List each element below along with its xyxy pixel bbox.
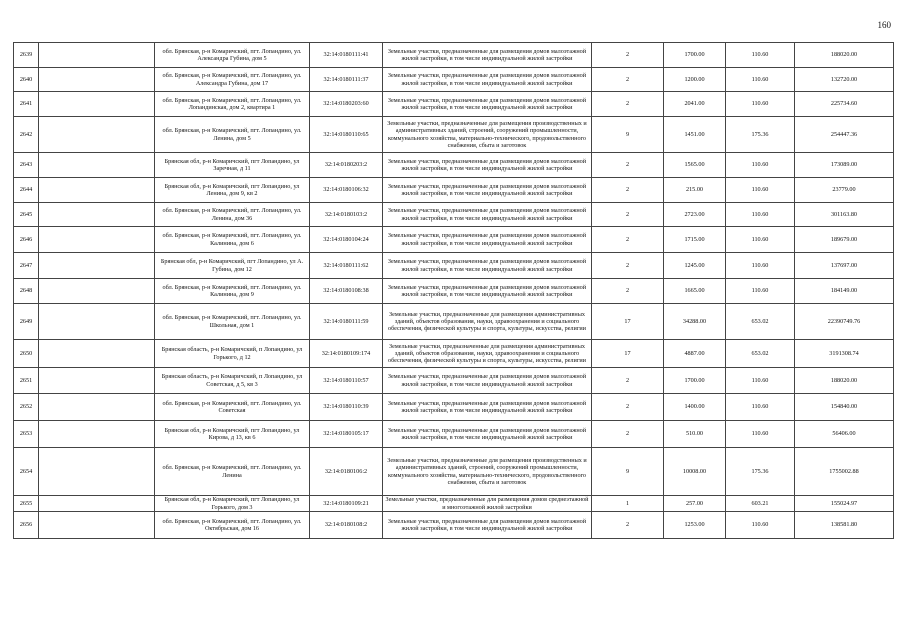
cell-cadastral: 32:14:0180111:59 [310, 304, 383, 340]
cell-cadastral: 32:14:0180110:39 [310, 394, 383, 421]
cell-address: Брянская обл, р-н Комаричский, пгт Лопандино, ул Заречная, д 11 [155, 153, 310, 178]
cell-address: обл. Брянская, р-н Комаричский, пгт. Лопандино, ул. Октябрьская, дом 16 [155, 512, 310, 539]
cell-address: обл. Брянская, р-н Комаричский, пгт. Лопандино, ул. Школьная, дом 1 [155, 304, 310, 340]
cell-cadastral: 32:14:0180111:62 [310, 253, 383, 279]
cell-num: 2640 [14, 68, 39, 92]
cell-use: Земельные участки, предназначенные для размещения домов малоэтажной жилой застройки, в том числе индивидуальной жилой застройки [383, 68, 592, 92]
cell-specific: 175.36 [726, 448, 795, 496]
cell-group: 2 [592, 68, 664, 92]
cell-value: 56406.00 [795, 421, 894, 448]
cell-group: 9 [592, 448, 664, 496]
cell-use: Земельные участки, предназначенные для размещения домов малоэтажной жилой застройки, в том числе индивидуальной жилой застройки [383, 279, 592, 304]
cell-group: 2 [592, 92, 664, 117]
cell-address: обл. Брянская, р-н Комаричский, пгт. Лопандино, ул. Ленина, дом 36 [155, 203, 310, 227]
cell-use: Земельные участки, предназначенные для размещения домов малоэтажной жилой застройки, в том числе индивидуальной жилой застройки [383, 227, 592, 253]
cell-group: 17 [592, 304, 664, 340]
cadastral-value-table [13, 42, 894, 539]
cell-address: обл. Брянская, р-н Комаричский, пгт. Лопандино, ул. Советская [155, 394, 310, 421]
cell-area: 1700.00 [664, 368, 726, 394]
cell-num: 2655 [14, 496, 39, 512]
cell-use: Земельные участки, предназначенные для размещения домов среднеэтажной и многоэтажной жилой застройки [383, 496, 592, 512]
cell-address: Брянская область, р-н Комаричский, п Лопандино, ул Горького, д 12 [155, 340, 310, 368]
blank-cell [39, 68, 155, 92]
cell-address: Брянская область, р-н Комаричский, п Лопандино, ул Советская, д 5, кв 3 [155, 368, 310, 394]
cell-value: 132720.00 [795, 68, 894, 92]
cell-cadastral: 32:14:0180110:57 [310, 368, 383, 394]
blank-cell [39, 227, 155, 253]
cell-address: Брянская обл, р-н Комаричский, пгт Лопандино, ул Ленина, дом 9, кв 2 [155, 178, 310, 203]
cell-value: 1755002.88 [795, 448, 894, 496]
table-row [14, 340, 894, 368]
cell-area: 1200.00 [664, 68, 726, 92]
cell-specific: 110.60 [726, 227, 795, 253]
cell-group: 2 [592, 394, 664, 421]
blank-cell [39, 496, 155, 512]
cell-specific: 110.60 [726, 512, 795, 539]
table-row [14, 178, 894, 203]
cell-group: 2 [592, 153, 664, 178]
cell-cadastral: 32:14:0180104:24 [310, 227, 383, 253]
cell-value: 23779.00 [795, 178, 894, 203]
cell-area: 1253.00 [664, 512, 726, 539]
table-row [14, 496, 894, 512]
cell-num: 2649 [14, 304, 39, 340]
cell-area: 257.00 [664, 496, 726, 512]
cell-use: Земельные участки, предназначенные для размещения производственных и административных зданий, строений, сооружений промышленности, коммунального хозяйства, материально-технического, продовольственного снабжения, сбыта и заготовок [383, 448, 592, 496]
cell-address: обл. Брянская, р-н Комаричский, пгт. Лопандино, ул. Александра Губина, дом 17 [155, 68, 310, 92]
table-row [14, 68, 894, 92]
blank-cell [39, 253, 155, 279]
cell-area: 1665.00 [664, 279, 726, 304]
blank-cell [39, 421, 155, 448]
cell-value: 137697.00 [795, 253, 894, 279]
cell-use: Земельные участки, предназначенные для размещения производственных и административных зданий, строений, сооружений промышленности, коммунального хозяйства, материально-технического, продовольственного снабжения, сбыта и заготовок [383, 117, 592, 153]
cell-area: 1245.00 [664, 253, 726, 279]
cell-address: Брянская обл, р-н Комаричский, пгт Лопандино, ул А. Губина, дом 12 [155, 253, 310, 279]
cell-group: 2 [592, 512, 664, 539]
table-row [14, 117, 894, 153]
cell-area: 10008.00 [664, 448, 726, 496]
cell-cadastral: 32:14:0180203:2 [310, 153, 383, 178]
cell-cadastral: 32:14:0180106:32 [310, 178, 383, 203]
blank-cell [39, 203, 155, 227]
cell-area: 215.00 [664, 178, 726, 203]
cell-value: 301163.80 [795, 203, 894, 227]
blank-cell [39, 178, 155, 203]
cell-group: 2 [592, 43, 664, 68]
cell-num: 2654 [14, 448, 39, 496]
cell-num: 2656 [14, 512, 39, 539]
cell-use: Земельные участки, предназначенные для размещения домов малоэтажной жилой застройки, в том числе индивидуальной жилой застройки [383, 421, 592, 448]
cell-area: 4887.00 [664, 340, 726, 368]
cell-num: 2644 [14, 178, 39, 203]
blank-cell [39, 43, 155, 68]
cell-value: 173089.00 [795, 153, 894, 178]
table-row [14, 421, 894, 448]
cell-group: 2 [592, 421, 664, 448]
cell-num: 2652 [14, 394, 39, 421]
cell-area: 1400.00 [664, 394, 726, 421]
cell-specific: 110.60 [726, 421, 795, 448]
cell-num: 2643 [14, 153, 39, 178]
cell-specific: 110.60 [726, 153, 795, 178]
cell-use: Земельные участки, предназначенные для размещения домов малоэтажной жилой застройки, в том числе индивидуальной жилой застройки [383, 153, 592, 178]
cell-group: 2 [592, 368, 664, 394]
cell-num: 2641 [14, 92, 39, 117]
cell-value: 254447.36 [795, 117, 894, 153]
cell-use: Земельные участки, предназначенные для размещения домов малоэтажной жилой застройки, в том числе индивидуальной жилой застройки [383, 178, 592, 203]
cell-value: 189679.00 [795, 227, 894, 253]
blank-cell [39, 304, 155, 340]
cell-num: 2648 [14, 279, 39, 304]
cell-address: обл. Брянская, р-н Комаричский, пгт. Лопандино, ул. Лопандинская, дом 2, квартира 1 [155, 92, 310, 117]
cell-num: 2646 [14, 227, 39, 253]
cell-use: Земельные участки, предназначенные для размещения домов малоэтажной жилой застройки, в том числе индивидуальной жилой застройки [383, 368, 592, 394]
cell-num: 2651 [14, 368, 39, 394]
cell-use: Земельные участки, предназначенные для размещения домов малоэтажной жилой застройки, в том числе индивидуальной жилой застройки [383, 253, 592, 279]
cell-address: обл. Брянская, р-н Комаричский, пгт. Лопандино, ул. Ленина [155, 448, 310, 496]
table-row [14, 368, 894, 394]
table-row [14, 279, 894, 304]
cell-value: 184149.00 [795, 279, 894, 304]
table-row [14, 448, 894, 496]
cell-num: 2639 [14, 43, 39, 68]
cell-value: 155024.97 [795, 496, 894, 512]
blank-cell [39, 368, 155, 394]
cell-num: 2645 [14, 203, 39, 227]
cell-address: обл. Брянская, р-н Комаричский, пгт. Лопандино, ул. Ленина, дом 5 [155, 117, 310, 153]
cell-use: Земельные участки, предназначенные для размещения административных зданий, объектов образования, науки, здравоохранения и социального обеспечения, физической культуры и спорта, культуры, искусства, религии [383, 340, 592, 368]
cell-specific: 110.60 [726, 394, 795, 421]
blank-cell [39, 279, 155, 304]
table-row [14, 43, 894, 68]
cell-specific: 110.60 [726, 68, 795, 92]
blank-cell [39, 117, 155, 153]
cell-group: 2 [592, 253, 664, 279]
table-row [14, 253, 894, 279]
cell-value: 188020.00 [795, 43, 894, 68]
cell-area: 34288.00 [664, 304, 726, 340]
cell-cadastral: 32:14:0180108:38 [310, 279, 383, 304]
cell-address: Брянская обл, р-н Комаричский, пгт Лопандино, ул Горького, дом 3 [155, 496, 310, 512]
cell-address: обл. Брянская, р-н Комаричский, пгт. Лопандино, ул. Калинина, дом 9 [155, 279, 310, 304]
cell-cadastral: 32:14:0180111:41 [310, 43, 383, 68]
cell-group: 9 [592, 117, 664, 153]
table-row [14, 512, 894, 539]
cell-cadastral: 32:14:0180106:2 [310, 448, 383, 496]
cell-cadastral: 32:14:0180111:37 [310, 68, 383, 92]
cell-cadastral: 32:14:0180105:17 [310, 421, 383, 448]
cell-specific: 110.60 [726, 368, 795, 394]
cell-value: 22390749.76 [795, 304, 894, 340]
cell-address: обл. Брянская, р-н Комаричский, пгт. Лопандино, ул. Александра Губина, дом 5 [155, 43, 310, 68]
cell-address: Брянская обл, р-н Комаричский, пгт Лопандино, ул Кирова, д 13, кв 6 [155, 421, 310, 448]
cell-cadastral: 32:14:0180109:174 [310, 340, 383, 368]
blank-cell [39, 512, 155, 539]
cell-group: 2 [592, 178, 664, 203]
blank-cell [39, 153, 155, 178]
table-row [14, 227, 894, 253]
blank-cell [39, 448, 155, 496]
cell-use: Земельные участки, предназначенные для размещения административных зданий, объектов образования, науки, здравоохранения и социального обеспечения, физической культуры и спорта, культуры, искусства, религии [383, 304, 592, 340]
cell-value: 225734.60 [795, 92, 894, 117]
cell-num: 2642 [14, 117, 39, 153]
cell-use: Земельные участки, предназначенные для размещения домов малоэтажной жилой застройки, в том числе индивидуальной жилой застройки [383, 394, 592, 421]
cell-specific: 653.02 [726, 340, 795, 368]
cell-group: 17 [592, 340, 664, 368]
cell-area: 2723.00 [664, 203, 726, 227]
cell-use: Земельные участки, предназначенные для размещения домов малоэтажной жилой застройки, в том числе индивидуальной жилой застройки [383, 512, 592, 539]
cell-area: 510.00 [664, 421, 726, 448]
cell-use: Земельные участки, предназначенные для размещения домов малоэтажной жилой застройки, в том числе индивидуальной жилой застройки [383, 43, 592, 68]
table-row [14, 153, 894, 178]
cell-area: 1451.00 [664, 117, 726, 153]
table-row [14, 92, 894, 117]
cell-cadastral: 32:14:0180109:21 [310, 496, 383, 512]
cell-group: 1 [592, 496, 664, 512]
cell-area: 1715.00 [664, 227, 726, 253]
cell-num: 2653 [14, 421, 39, 448]
cell-address: обл. Брянская, р-н Комаричский, пгт. Лопандино, ул. Калинина, дом 6 [155, 227, 310, 253]
cell-cadastral: 32:14:0180108:2 [310, 512, 383, 539]
cell-specific: 110.60 [726, 279, 795, 304]
cell-specific: 603.21 [726, 496, 795, 512]
cell-area: 2041.00 [664, 92, 726, 117]
cell-specific: 653.02 [726, 304, 795, 340]
cell-cadastral: 32:14:0180110:65 [310, 117, 383, 153]
cell-group: 2 [592, 203, 664, 227]
cell-cadastral: 32:14:0180103:2 [310, 203, 383, 227]
cell-specific: 175.36 [726, 117, 795, 153]
cell-specific: 110.60 [726, 253, 795, 279]
blank-cell [39, 340, 155, 368]
cell-group: 2 [592, 227, 664, 253]
cell-specific: 110.60 [726, 203, 795, 227]
cell-area: 1565.00 [664, 153, 726, 178]
cell-value: 188020.00 [795, 368, 894, 394]
cell-group: 2 [592, 279, 664, 304]
cell-num: 2647 [14, 253, 39, 279]
blank-cell [39, 92, 155, 117]
table-row [14, 203, 894, 227]
cell-cadastral: 32:14:0180203:60 [310, 92, 383, 117]
table-row [14, 394, 894, 421]
cell-use: Земельные участки, предназначенные для размещения домов малоэтажной жилой застройки, в том числе индивидуальной жилой застройки [383, 92, 592, 117]
blank-cell [39, 394, 155, 421]
cell-value: 154840.00 [795, 394, 894, 421]
cell-specific: 110.60 [726, 92, 795, 117]
page-number: 160 [877, 20, 891, 30]
cell-specific: 110.60 [726, 178, 795, 203]
cell-specific: 110.60 [726, 43, 795, 68]
cell-area: 1700.00 [664, 43, 726, 68]
cell-value: 3191308.74 [795, 340, 894, 368]
table-row [14, 304, 894, 340]
cell-num: 2650 [14, 340, 39, 368]
cell-use: Земельные участки, предназначенные для размещения домов малоэтажной жилой застройки, в том числе индивидуальной жилой застройки [383, 203, 592, 227]
cell-value: 138581.80 [795, 512, 894, 539]
